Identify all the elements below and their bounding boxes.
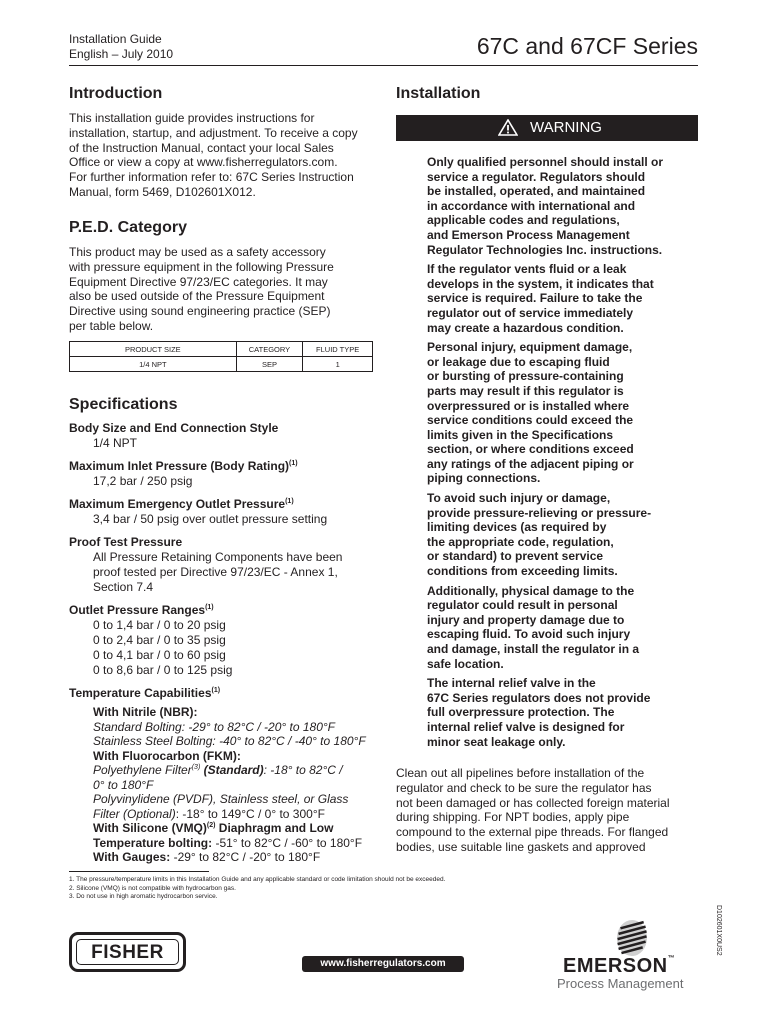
temperature-line	[93, 836, 389, 851]
warning-paragraph	[427, 155, 699, 257]
pressure-range: 0 to 8,6 bar / 0 to 125 psig	[93, 663, 233, 677]
doc-title: 67C and 67CF Series	[476, 33, 698, 59]
website-link[interactable]: www.fisherregulators.com	[302, 956, 464, 972]
temperature-capabilities	[69, 705, 389, 865]
temperature-line: Standard Bolting: -29° to 82°C / -20° to 180°F	[93, 719, 335, 734]
warning-line: Regulator Technologies Inc. instructions.	[427, 242, 663, 257]
pressure-range: 0 to 1,4 bar / 0 to 20 psig	[93, 618, 226, 632]
warning-line: parts may result if this regulator is	[427, 383, 624, 398]
text-line: per table below.	[69, 318, 154, 333]
trademark-symbol: ™	[667, 955, 676, 962]
doc-language-date: English – July 2010	[69, 47, 174, 61]
text-line: regulator and check to be sure the regulator has	[396, 780, 652, 795]
warning-line: injury and property damage due to	[427, 612, 625, 627]
warning-line: develops in the system, it indicates that	[427, 276, 654, 291]
temperature-line: Stainless Steel Bolting: -40° to 82°C / -40° to 180°F	[93, 734, 366, 748]
footnote-ref: (1)	[289, 460, 298, 467]
warning-icon	[498, 119, 518, 136]
warning-line: regulator out of service immediately	[427, 305, 634, 320]
warning-line: full overpressure protection. The	[427, 705, 615, 720]
footnote: 2. Silicone (VMQ) is not compatible with hydrocarbon gas.	[69, 884, 236, 892]
text-line: installation, startup, and adjustment. To receive a copy	[69, 125, 358, 140]
spec-label	[69, 686, 389, 701]
warning-line: in accordance with international and	[427, 198, 636, 213]
warning-line: escaping fluid. To avoid such injury	[427, 627, 631, 642]
text-line: also be used outside of the Pressure Equipment	[69, 289, 325, 304]
emerson-subtitle: Process Management	[557, 976, 684, 991]
spec-value	[69, 474, 389, 489]
table-header: CATEGORY	[236, 342, 303, 357]
warning-line: service a regulator. Regulators should	[427, 169, 646, 184]
warning-line: or leakage due to escaping fluid	[427, 354, 610, 369]
warning-text	[427, 155, 699, 754]
warning-line: safe location.	[427, 656, 504, 671]
spec-value-line: Section 7.4	[93, 580, 154, 594]
text-line: For further information refer to: 67C Series Instruction	[69, 170, 354, 185]
material-heading	[93, 821, 389, 836]
pressure-range: 0 to 2,4 bar / 0 to 35 psig	[93, 633, 226, 647]
warning-line: conditions from exceeding limits.	[427, 564, 618, 579]
spec-value	[69, 512, 389, 527]
introduction-text	[69, 111, 358, 200]
installation-heading: Installation	[396, 85, 481, 102]
temperature-range: -29° to 82°C / -20° to 180°F	[170, 850, 321, 864]
warning-line: To avoid such injury or damage,	[427, 491, 611, 506]
spec-label: Body Size and End Connection Style	[69, 421, 279, 435]
text-line: This product may be used as a safety accessory	[69, 245, 326, 259]
fisher-logo-text: FISHER	[76, 939, 179, 965]
warning-line: section, or where conditions exceed	[427, 442, 634, 457]
spec-value-line: 3,4 bar / 50 psig over outlet pressure setting	[93, 512, 328, 526]
footnote-ref: (1)	[285, 498, 294, 505]
footnote-ref: (3)	[191, 764, 201, 771]
warning-line: minor seat leakage only.	[427, 734, 566, 749]
table-header: FLUID TYPE	[303, 342, 373, 357]
warning-line: 67C Series regulators does not provide	[427, 690, 651, 705]
text-line: Manual, form 5469, D102601X012.	[69, 184, 256, 199]
text-line: of the Instruction Manual, contact your local Sales	[69, 140, 334, 155]
warning-line: internal relief valve is designed for	[427, 719, 625, 734]
warning-line: may create a hazardous condition.	[427, 320, 624, 335]
ped-heading: P.E.D. Category	[69, 219, 187, 236]
pressure-range: 0 to 4,1 bar / 0 to 60 psig	[93, 648, 226, 662]
material-name: With Gauges:	[93, 850, 171, 864]
emerson-logo	[563, 955, 675, 978]
spec-value-line: proof tested per Directive 97/23/EC - Annex 1,	[93, 565, 338, 579]
temperature-line	[93, 763, 389, 778]
filter-name: Polyethylene Filter	[93, 763, 192, 777]
table-header-row	[70, 342, 373, 357]
material-heading: With Fluorocarbon (FKM):	[93, 748, 241, 763]
spec-label-text: Outlet Pressure Ranges	[69, 603, 206, 617]
temperature-range: : -18° to 149°C / 0° to 300°F	[175, 806, 325, 821]
emerson-logo-text: EMERSON	[563, 955, 668, 977]
table-header: PRODUCT SIZE	[70, 342, 237, 357]
warning-line: Personal injury, equipment damage,	[427, 340, 633, 355]
warning-label: WARNING	[530, 119, 602, 136]
text-line: not been damaged or has collected foreign material	[396, 795, 670, 810]
spec-value-line: 17,2 bar / 250 psig	[93, 474, 193, 488]
table-cell: SEP	[236, 357, 303, 372]
spec-label	[69, 603, 389, 618]
table-row	[70, 357, 373, 372]
warning-line: service conditions could exceed the	[427, 413, 634, 428]
warning-line: any ratings of the adjacent piping or	[427, 456, 634, 471]
text-line: Clean out all pipelines before installation of the	[396, 766, 645, 780]
text-line: Directive using sound engineering practice (SEP)	[69, 304, 331, 319]
warning-line: Additionally, physical damage to the	[427, 583, 635, 598]
material-name: Temperature bolting:	[93, 835, 213, 850]
specifications-heading: Specifications	[69, 396, 178, 413]
warning-line: limiting devices (as required by	[427, 520, 607, 535]
warning-paragraph	[427, 262, 699, 335]
footnote-ref: (2)	[206, 822, 216, 829]
warning-line: and Emerson Process Management	[427, 227, 630, 242]
warning-line: provide pressure-relieving or pressure-	[427, 505, 652, 520]
standard-label: (Standard)	[200, 763, 264, 777]
spec-label	[69, 459, 389, 474]
footnote: 3. Do not use in high aromatic hydrocarbon service.	[69, 893, 218, 900]
material-name: With Silicone (VMQ)	[93, 821, 207, 835]
warning-line: or standard) to prevent service	[427, 549, 604, 564]
spec-value-line: 1/4 NPT	[93, 436, 138, 450]
fisher-logo	[69, 932, 186, 972]
material-name: Diaphragm and Low	[215, 821, 334, 835]
spec-label-text: Maximum Emergency Outlet Pressure	[69, 497, 286, 511]
temperature-line: Polyvinylidene (PVDF), Stainless steel, or Glass	[93, 792, 349, 806]
warning-line: piping connections.	[427, 471, 541, 486]
footnote-rule	[69, 871, 209, 872]
warning-line: If the regulator vents fluid or a leak	[427, 262, 627, 277]
warning-line: Only qualified personnel should install or	[427, 155, 664, 169]
material-heading: With Nitrile (NBR):	[93, 705, 198, 719]
spec-value	[69, 436, 389, 451]
warning-paragraph	[427, 340, 699, 486]
text-line: during shipping. For NPT bodies, apply pipe	[396, 810, 630, 825]
footnote: 1. The pressure/temperature limits in this Installation Guide and any applicable standard or code limitation should not be exceeded.	[69, 876, 446, 883]
doc-type: Installation Guide	[69, 32, 162, 46]
text-line: compound to the external pipe threads. For flanged	[396, 825, 669, 840]
warning-line: limits given in the Specifications	[427, 427, 614, 442]
temperature-range: -51° to 82°C / -60° to 180°F	[212, 835, 363, 850]
warning-paragraph	[427, 584, 699, 672]
warning-line: be installed, operated, and maintained	[427, 184, 646, 199]
spec-label: Proof Test Pressure	[69, 535, 183, 549]
text-line: This installation guide provides instructions for	[69, 111, 315, 125]
header-rule	[69, 65, 698, 66]
temperature-range: : -18° to 82°C /	[263, 763, 343, 777]
table-cell: 1	[303, 357, 373, 372]
text-line: Equipment Directive 97/23/EC categories. It may	[69, 274, 328, 289]
warning-line: the appropriate code, regulation,	[427, 534, 614, 549]
header-block	[69, 32, 173, 62]
warning-line: service is required. Failure to take the	[427, 291, 643, 306]
warning-line: or bursting of pressure-containing	[427, 369, 624, 384]
warning-line: The internal relief valve in the	[427, 676, 596, 691]
footnotes	[69, 876, 445, 902]
emerson-globe-icon	[614, 918, 650, 958]
text-line: with pressure equipment in the following Pressure	[69, 259, 334, 274]
introduction-heading: Introduction	[69, 85, 163, 102]
warning-line: and damage, install the regulator in a	[427, 642, 640, 656]
temperature-line	[93, 807, 389, 822]
footnote-ref: (1)	[205, 604, 214, 611]
ped-text	[69, 245, 334, 334]
text-line: bodies, use suitable line gaskets and approved	[396, 839, 646, 854]
footnote-ref: (1)	[211, 687, 221, 694]
ped-table	[69, 341, 373, 372]
spec-label	[69, 497, 389, 512]
warning-paragraph	[427, 491, 699, 579]
document-number: D102601X0US2	[715, 905, 722, 956]
filter-name: Filter (Optional)	[93, 806, 176, 821]
temperature-line	[93, 850, 389, 865]
spec-value	[69, 550, 389, 595]
spec-value-line: All Pressure Retaining Components have been	[93, 550, 343, 564]
spec-label-text: Maximum Inlet Pressure (Body Rating)	[69, 459, 290, 473]
temperature-line: 0° to 180°F	[93, 777, 154, 792]
warning-line: overpressured or is installed where	[427, 398, 630, 413]
table-cell: 1/4 NPT	[70, 357, 237, 372]
warning-bar	[396, 115, 698, 141]
spec-value	[69, 618, 389, 678]
spec-label-text: Temperature Capabilities	[69, 686, 212, 700]
warning-line: regulator could result in personal	[427, 598, 618, 613]
warning-paragraph	[427, 676, 699, 749]
specifications-list	[69, 421, 389, 865]
warning-line: applicable codes and regulations,	[427, 213, 620, 228]
installation-text	[396, 766, 670, 855]
text-line: Office or view a copy at www.fisherregulators.com.	[69, 155, 338, 170]
